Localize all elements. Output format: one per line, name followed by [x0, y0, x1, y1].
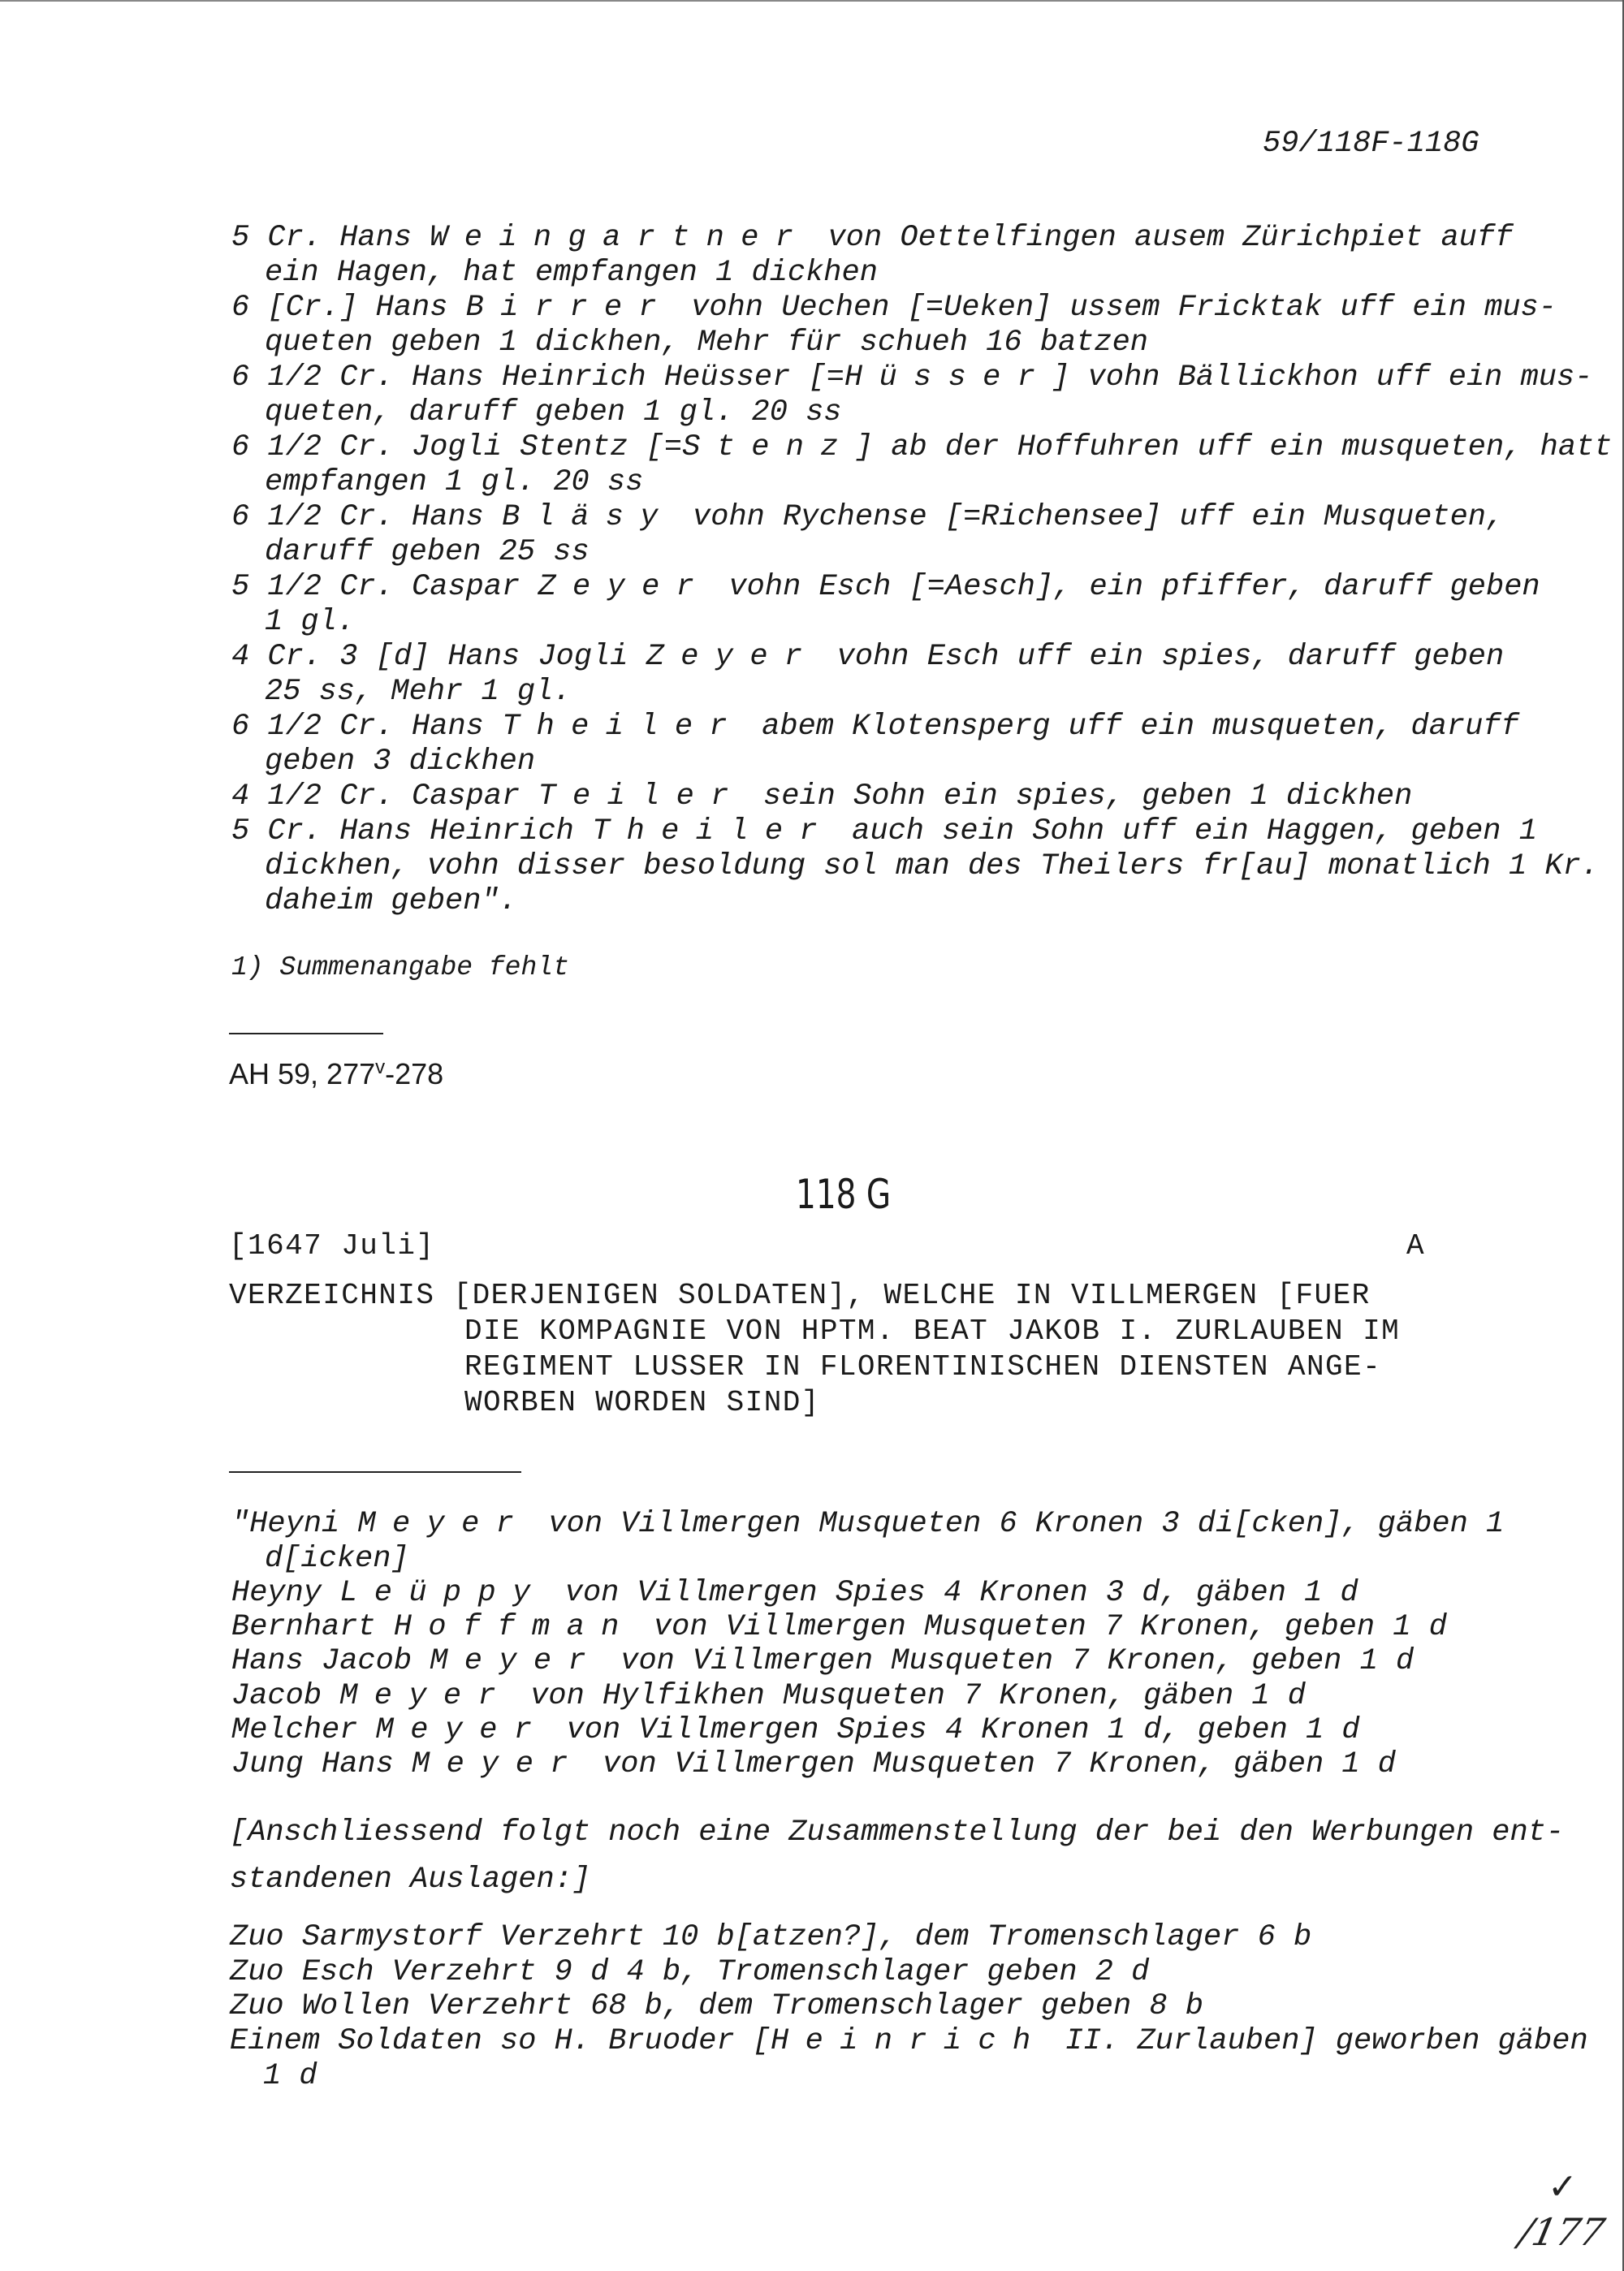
entry-details: von Villmergen Musqueten 7 Kronen, gäben 1 d	[584, 1747, 1396, 1782]
f-entry-line-1	[231, 430, 1613, 465]
g-entry-line-1	[231, 1576, 1498, 1611]
entry-details: von Villmergen Musqueten 7 Kronen, geben 1 d	[635, 1609, 1447, 1644]
entry-prefix: 5 1/2 Cr. Caspar	[231, 570, 538, 604]
document-title	[229, 1278, 1463, 1421]
f-entry-line-1	[231, 291, 1557, 326]
f-entry-line-1	[231, 221, 1514, 256]
person-surname: Hüsser	[844, 361, 1052, 395]
f-entry-line-1	[231, 779, 1498, 814]
entry-prefix: Jung Hans	[231, 1747, 412, 1782]
person-surname: Meyer	[430, 1644, 603, 1679]
g-entry	[231, 1610, 1498, 1645]
entry-details: vohn Uechen [=Ueken] ussem Fricktak uff ein mus-	[672, 291, 1557, 325]
title-line-4: WORBEN WORDEN SIND]	[464, 1386, 820, 1419]
entry-prefix: 6 1/2 Cr. Hans Heinrich Heüsser [=	[231, 361, 844, 395]
f-entry-line-2: ein Hagen, hat empfangen 1 dickhen	[265, 256, 878, 290]
f-entry-line-2: empfangen 1 gl. 20 ss	[265, 465, 644, 499]
f-entry	[231, 640, 1505, 710]
document-date: [1647 Juli]	[229, 1229, 435, 1263]
entry-details: von Hylfikhen Musqueten 7 Kronen, gäben 1 d	[512, 1678, 1306, 1713]
f-entry	[231, 779, 1498, 814]
f-entry	[231, 814, 1600, 919]
entry-details: von Villmergen Spies 4 Kronen 1 d, geben 1 d	[548, 1712, 1360, 1747]
expense-line-1	[230, 2023, 1588, 2059]
f-entry-line-2: 25 ss, Mehr 1 gl.	[265, 675, 572, 709]
g-entry	[231, 1507, 1505, 1577]
source-reference	[229, 1056, 443, 1091]
g-entry	[231, 1713, 1498, 1748]
expense-entry	[230, 1920, 1497, 1955]
entry-details: sein Sohn ein spies, geben 1 dickhen	[745, 779, 1413, 814]
source-ref-main: AH 59, 277	[229, 1057, 376, 1090]
f-entry	[231, 430, 1613, 500]
person-name: Heinrich	[771, 2023, 1047, 2058]
source-ref-tail: -278	[385, 1057, 444, 1090]
handwritten-folio-number: /177	[1515, 2210, 1609, 2254]
g-entry	[231, 1679, 1498, 1714]
g-entry	[231, 1576, 1498, 1611]
page-reference: 59/118F-118G	[1263, 127, 1479, 161]
expense-text: Zuo Esch Verzehrt 9 d 4 b, Tromenschlager geben 2 d	[230, 1954, 1150, 1989]
title-line-1: VERZEICHNIS [DERJENIGEN SOLDATEN], WELCHE IN VILLMERGEN [FUER	[229, 1279, 1371, 1312]
g-entry	[231, 1747, 1498, 1782]
entry-prefix: "Heyni	[231, 1507, 358, 1541]
person-surname: Zeyer	[538, 570, 711, 604]
entry-details: vohn Esch uff ein spies, daruff geben	[818, 640, 1505, 674]
person-surname: Birrer	[465, 291, 673, 325]
f-entry	[231, 291, 1557, 361]
person-surname: Meyer	[412, 1747, 585, 1782]
entry-prefix: 6 1/2 Cr. Hans	[231, 500, 503, 534]
person-surname: Theiler	[592, 814, 834, 848]
f-entry	[231, 710, 1519, 779]
person-surname: Teiler	[538, 779, 745, 814]
person-surname: Stenz	[682, 430, 855, 464]
g-entry-line-1	[231, 1747, 1498, 1782]
person-surname: Hoffman	[393, 1609, 636, 1644]
title-rule	[229, 1471, 521, 1473]
entry-prefix: Melcher	[231, 1712, 376, 1747]
editorial-note-line-2: standenen Auslagen:]	[230, 1863, 591, 1897]
expense-line-1	[230, 1920, 1497, 1955]
editorial-note-line-1: [Anschliessend folgt noch eine Zusammenstellung der bei den Werbungen ent-	[230, 1816, 1565, 1850]
entry-details: vohn Rychense [=Richensee] uff ein Musqueten,	[674, 500, 1505, 534]
g-entry	[231, 1644, 1498, 1679]
title-line-2: DIE KOMPAGNIE VON HPTM. BEAT JAKOB I. ZURLAUBEN IM	[464, 1315, 1401, 1348]
f-entry-line-1	[231, 710, 1519, 745]
person-surname: Meyer	[339, 1678, 513, 1713]
person-surname: Theiler	[502, 710, 744, 744]
expense-text: Zuo Wollen Verzehrt 68 b, dem Tromenschlager geben 8 b	[230, 1989, 1203, 2023]
entry-details: von Oettelfingen ausem Zürichpiet auff	[810, 221, 1514, 255]
entry-prefix: Hans Jacob	[231, 1644, 430, 1679]
source-ref-superscript: v	[375, 1056, 386, 1078]
person-surname: Leüppy	[339, 1575, 547, 1610]
title-line-3: REGIMENT LUSSER IN FLORENTINISCHEN DIENSTEN ANGE-	[464, 1350, 1382, 1384]
person-surname: Bläsy	[502, 500, 675, 534]
entry-details: ] ab der Hoffuhren uff ein musqueten, hatt	[854, 430, 1613, 464]
f-entry-line-1	[231, 814, 1537, 849]
entry-details: von Villmergen Musqueten 7 Kronen, geben 1 d	[603, 1644, 1415, 1679]
person-surname: Zeyer	[646, 640, 819, 674]
entry-prefix: Heyny	[231, 1575, 340, 1610]
entry-prefix: 4 1/2 Cr. Caspar	[231, 779, 538, 814]
f-entry-line-2: dickhen, vohn disser besoldung sol man des Theilers fr[au] monatlich 1 Kr.	[265, 849, 1600, 883]
f-entry-line-2: queten, daruff geben 1 gl. 20 ss	[265, 395, 842, 430]
f-entry	[231, 221, 1514, 291]
entry-prefix: Bernhart	[231, 1609, 394, 1644]
g-entry-line-2: d[icken]	[265, 1542, 409, 1576]
entry-details: auch sein Sohn uff ein Haggen, geben 1	[833, 814, 1537, 848]
expense-details: II. Zurlauben] geworben gäben	[1047, 2023, 1588, 2058]
scan-top-edge	[0, 0, 1624, 2]
expense-line-1	[230, 1989, 1497, 2024]
document-letter: A	[1406, 1229, 1424, 1263]
person-surname: Meyer	[375, 1712, 549, 1747]
expense-text: Zuo Sarmystorf Verzehrt 10 b[atzen?], dem Tromenschlager 6 b	[230, 1920, 1312, 1954]
entry-details: ] vohn Bällickhon uff ein mus-	[1052, 361, 1593, 395]
person-surname: Weingartner	[430, 221, 810, 255]
entry-prefix: 6 [Cr.] Hans	[231, 291, 466, 325]
f-entry-line-2: queten geben 1 dickhen, Mehr für schueh 16 batzen	[265, 326, 1148, 360]
entry-prefix: 6 1/2 Cr. Hans	[231, 710, 503, 744]
g-entry-line-1	[231, 1507, 1505, 1542]
entry-details: abem Klotensperg uff ein musqueten, daruff	[743, 710, 1519, 744]
entry-details: vohn Esch [=Aesch], ein pfiffer, daruff geben	[710, 570, 1540, 604]
expense-entry	[230, 1955, 1497, 1990]
g-entry-line-1	[231, 1679, 1498, 1714]
f-entry-line-2: daruff geben 25 ss	[265, 535, 590, 569]
f-entry-line-2: 1 gl.	[265, 605, 356, 639]
source-rule	[229, 1033, 383, 1034]
expense-line-2: 1 d	[263, 2058, 317, 2093]
entry-prefix: 4 Cr. 3 [d] Hans Jogli	[231, 640, 646, 674]
handwritten-check-mark: ✓	[1548, 2166, 1578, 2208]
person-surname: Meyer	[357, 1507, 531, 1541]
g-entry-line-1	[231, 1610, 1498, 1645]
f-entry	[231, 500, 1505, 570]
footnote: 1) Summenangabe fehlt	[231, 952, 569, 982]
entry-prefix: 6 1/2 Cr. Jogli Stentz [=	[231, 430, 683, 464]
f-entry-line-1	[231, 570, 1540, 605]
f-entry	[231, 570, 1540, 640]
entry-details: von Villmergen Musqueten 6 Kronen 3 di[cken], gäben 1	[530, 1507, 1505, 1541]
f-entry-line-3: daheim geben".	[265, 884, 517, 918]
entry-prefix: 5 Cr. Hans Heinrich	[231, 814, 593, 848]
f-entry-line-1	[231, 500, 1505, 535]
f-entry-line-1	[231, 361, 1593, 395]
g-entry-line-1	[231, 1713, 1498, 1748]
expense-entry	[230, 2023, 1588, 2094]
f-entry	[231, 361, 1593, 430]
entry-prefix: 5 Cr. Hans	[231, 221, 430, 255]
entry-prefix: Jacob	[231, 1678, 340, 1713]
expense-line-1	[230, 1955, 1497, 1990]
f-entry-line-1	[231, 640, 1505, 675]
expense-entry	[230, 1989, 1497, 2024]
document-number: 118 G	[796, 1171, 892, 1218]
f-entry-line-2: geben 3 dickhen	[265, 745, 536, 779]
g-entry-line-1	[231, 1644, 1498, 1679]
entry-details: von Villmergen Spies 4 Kronen 3 d, gäben 1 d	[546, 1575, 1358, 1610]
expense-text: Einem Soldaten so H. Bruoder [	[230, 2023, 771, 2058]
